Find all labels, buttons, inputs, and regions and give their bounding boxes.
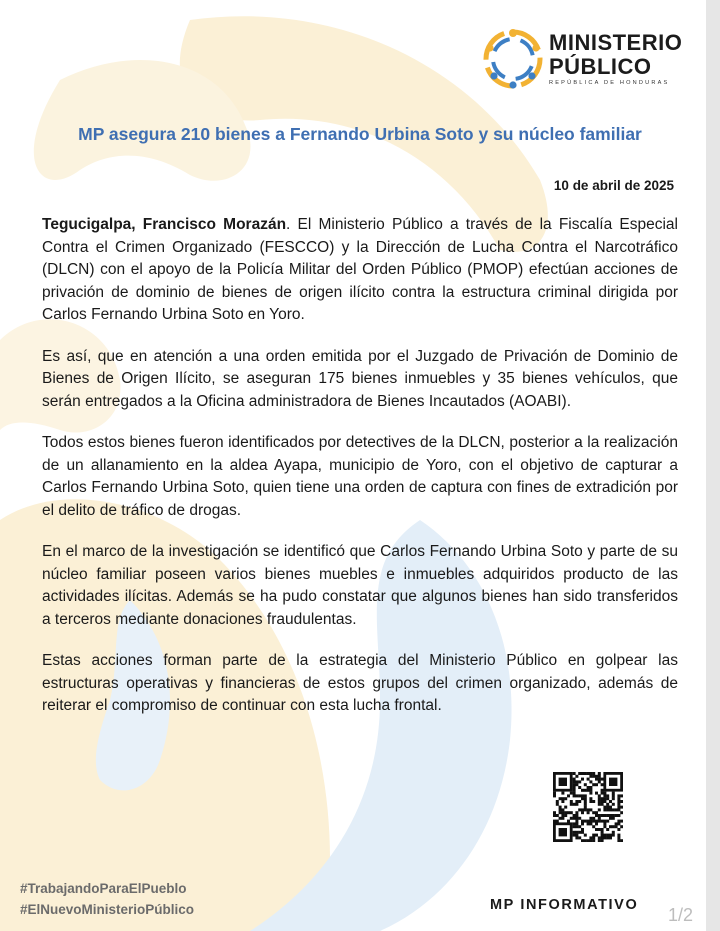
- logo-emblem-icon: [482, 28, 544, 90]
- press-release-title: MP asegura 210 bienes a Fernando Urbina Soto y su núcleo familiar: [78, 124, 642, 144]
- paragraph-1: [42, 214, 678, 327]
- paragraph-2: Es así, que en atención a una orden emitida por el Juzgado de Privación de Dominio de Bienes de Origen Ilícito, se aseguran 175 bienes inmuebles y 35 bienes vehículos, que serán entregados a la Oficina administradora de Bienes Incautados (AOABI).: [42, 347, 678, 410]
- publication-date: 10 de abril de 2025: [553, 178, 674, 193]
- logo-subtitle: REPÚBLICA DE HONDURAS: [549, 80, 670, 86]
- paragraph-4: En el marco de la investigación se identificó que Carlos Fernando Urbina Soto y parte de su núcleo familiar poseen varios bienes muebles e inmuebles adquiridos producto de las actividades ilícitas. Además se ha pudo constatar que algunos bienes han sido transferidos a terceros mediante donaciones fraudulentas.: [42, 543, 678, 628]
- hashtag-2: #ElNuevoMinisterioPúblico: [20, 902, 195, 917]
- qr-code-icon: [553, 772, 623, 842]
- dateline: Tegucigalpa, Francisco Morazán: [42, 216, 287, 233]
- paragraph-3: Todos estos bienes fueron identificados por detectives de la DLCN, posterior a la realización de un allanamiento en la aldea Ayapa, municipio de Yoro, con el objetivo de capturar a Carlos Fernando Urbina Soto, quien tiene una orden de captura con fines de extradición por el delito de tráfico de drogas.: [42, 434, 678, 519]
- paragraph-5: Estas acciones forman parte de la estrategia del Ministerio Público en golpear las estructuras operativas y financieras de estos grupos del crimen organizado, además de reiterar el compromiso de continuar con esta lucha frontal.: [42, 652, 678, 714]
- logo-title-line2: PÚBLICO: [549, 54, 652, 79]
- ministerio-publico-logo: [482, 26, 692, 92]
- page-number: 1/2: [668, 905, 694, 925]
- hashtag-1: #TrabajandoParaElPueblo: [20, 881, 187, 896]
- logo-title-line1: MINISTERIO: [549, 30, 683, 55]
- mp-informativo-label: MP INFORMATIVO: [490, 897, 639, 913]
- hashtags: [20, 878, 194, 920]
- article-body: [42, 214, 678, 737]
- paragraph-1-text: . El Ministerio Público a través de la Fiscalía Especial Contra el Crimen Organizado (FESCCO) y la Dirección de Lucha Contra el Narcotráfico (DLCN) con el apoyo de la Policía Militar del Orden Público (PMOP) efectúan acciones de privación de dominio de bienes de origen ilícito contra la estructura criminal dirigida por Carlos Fernando Urbina Soto en Yoro.: [42, 216, 678, 323]
